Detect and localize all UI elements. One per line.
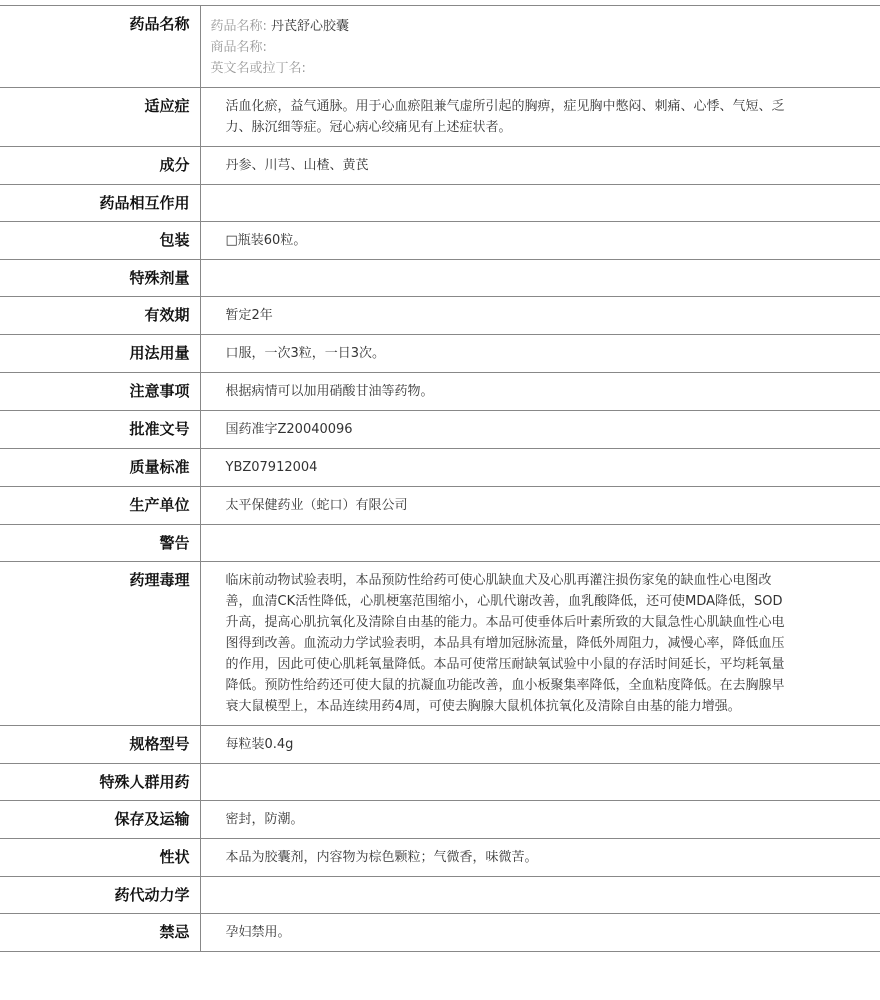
label-storage: 保存及运输 [0,801,200,839]
value-specification: 每粒装0.4g [200,726,880,764]
row-validity [0,297,880,335]
value-storage: 密封，防潮。 [200,801,880,839]
value-contraindications: 孕妇禁用。 [200,914,880,952]
label-interactions: 药品相互作用 [0,185,200,222]
value-properties: 本品为胶囊剂，内容物为棕色颗粒；气微香，味微苦。 [200,839,880,877]
trade-name-line [211,37,880,58]
value-validity: 暂定2年 [200,297,880,335]
english-name-line [211,58,880,79]
drug-name-label: 药品名称: [210,19,267,34]
value-manufacturer: 太平保健药业（蛇口）有限公司 [200,487,880,525]
drug-name-value: 丹芪舒心胶囊 [271,19,350,34]
label-validity: 有效期 [0,297,200,335]
row-usage [0,335,880,373]
label-indications: 适应症 [0,88,200,147]
row-special-dosage [0,260,880,297]
value-special-dosage [200,260,880,297]
row-drug-name [0,6,880,88]
row-pharmacokinetics [0,877,880,914]
value-pharmacokinetics [200,877,880,914]
label-ingredients: 成分 [0,147,200,185]
trade-name-label: 商品名称: [210,40,267,55]
label-drug-name: 药品名称 [0,6,200,88]
label-packaging: 包装 [0,222,200,260]
row-specification [0,726,880,764]
label-precautions: 注意事项 [0,373,200,411]
value-precautions: 根据病情可以加用硝酸甘油等药物。 [200,373,880,411]
row-special-population [0,764,880,801]
row-quality-standard [0,449,880,487]
label-manufacturer: 生产单位 [0,487,200,525]
row-properties [0,839,880,877]
row-manufacturer [0,487,880,525]
label-pharmacology: 药理毒理 [0,562,200,726]
row-storage [0,801,880,839]
english-name-label: 英文名或拉丁名: [210,61,306,76]
value-warning [200,525,880,562]
value-quality-standard: YBZ07912004 [200,449,880,487]
label-contraindications: 禁忌 [0,914,200,952]
row-precautions [0,373,880,411]
value-usage: 口服，一次3粒，一日3次。 [200,335,880,373]
row-indications [0,88,880,147]
row-ingredients [0,147,880,185]
row-warning [0,525,880,562]
value-packaging: □瓶装60粒。 [200,222,880,260]
label-approval-no: 批准文号 [0,411,200,449]
value-interactions [200,185,880,222]
row-pharmacology [0,562,880,726]
drug-name-line [211,16,880,37]
label-warning: 警告 [0,525,200,562]
value-ingredients: 丹参、川芎、山楂、黄芪 [200,147,880,185]
row-interactions [0,185,880,222]
label-properties: 性状 [0,839,200,877]
label-usage: 用法用量 [0,335,200,373]
value-approval-no: 国药准字Z20040096 [200,411,880,449]
value-indications: 活血化瘀，益气通脉。用于心血瘀阻兼气虚所引起的胸痹，症见胸中憋闷、刺痛、心悸、气短、乏力、脉沉细等症。冠心病心绞痛见有上述症状者。 [200,88,880,147]
label-specification: 规格型号 [0,726,200,764]
label-quality-standard: 质量标准 [0,449,200,487]
label-special-dosage: 特殊剂量 [0,260,200,297]
value-special-population [200,764,880,801]
drug-info-table [0,5,880,952]
value-pharmacology: 临床前动物试验表明，本品预防性给药可使心肌缺血犬及心肌再灌注损伤家兔的缺血性心电图改善，血清CK活性降低，心肌梗塞范围缩小，心肌代谢改善，血乳酸降低，还可使MDA降低，SOD升高，提高心肌抗氧化及清除自由基的能力。本品可使垂体后叶素所致的大鼠急性心肌缺血性心电图得到改善。血流动力学试验表明，本品具有增加冠脉流量，降低外周阻力，减慢心率，降低血压的作用，因此可使心肌耗氧量降低。本品可使常压耐缺氧试验中小鼠的存活时间延长，平均耗氧量降低。预防性给药还可使大鼠的抗凝血功能改善，血小板聚集率降低，全血粘度降低。在去胸腺早衰大鼠模型上，本品连续用药4周，可使去胸腺大鼠机体抗氧化及清除自由基的能力增强。 [200,562,880,726]
row-contraindications [0,914,880,952]
label-special-population: 特殊人群用药 [0,764,200,801]
name-block [200,6,880,88]
row-approval-no [0,411,880,449]
row-packaging [0,222,880,260]
label-pharmacokinetics: 药代动力学 [0,877,200,914]
